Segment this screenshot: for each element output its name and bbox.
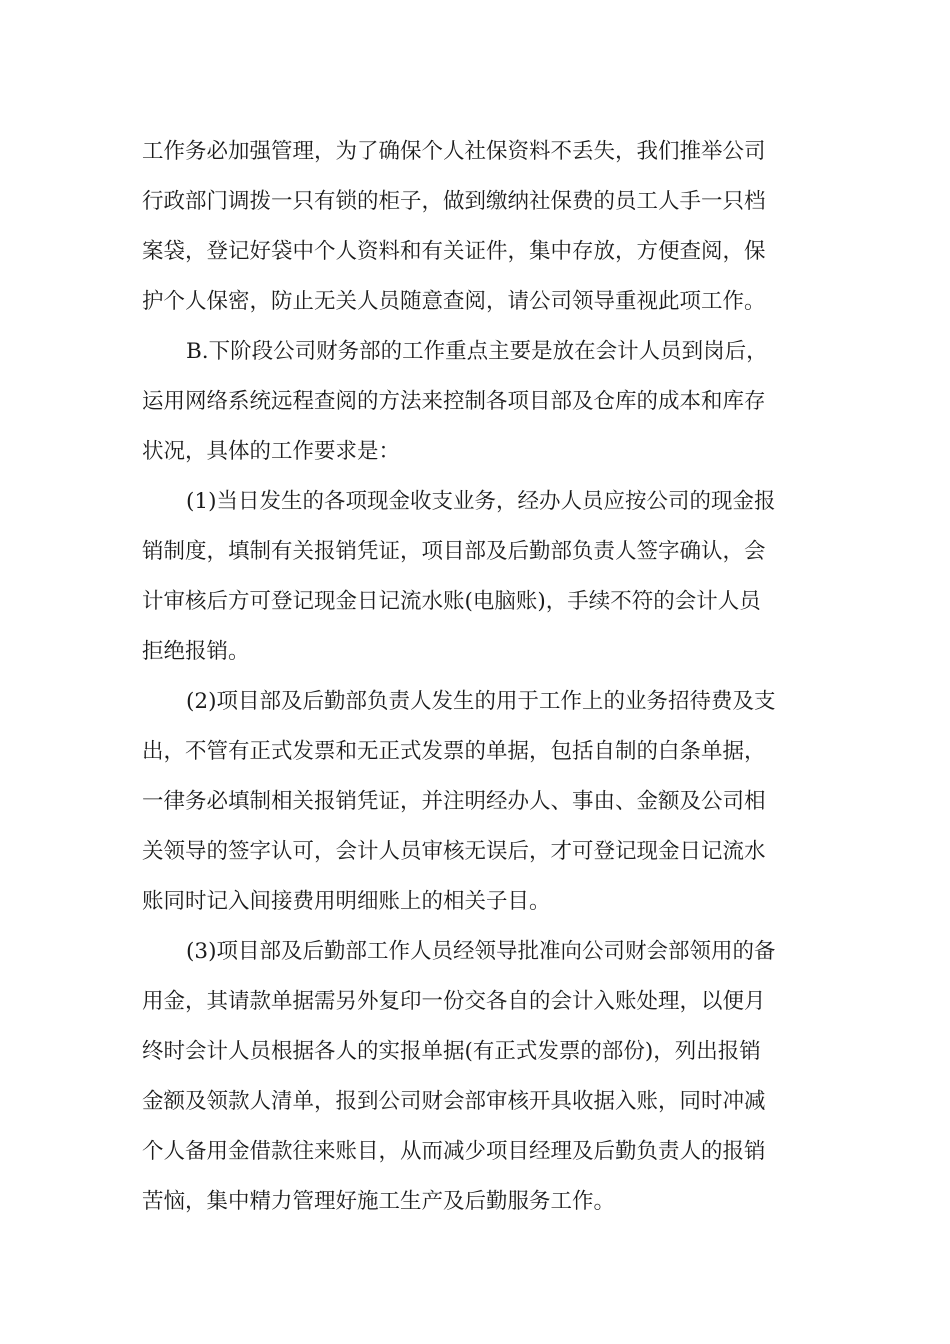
text-line: 终时会计人员根据各人的实报单据(有正式发票的部份)，列出报销 [142, 1039, 761, 1064]
text-line: 工作务必加强管理，为了确保个人社保资料不丢失，我们推举公司 [142, 139, 766, 164]
text-line: 金额及领款人清单，报到公司财会部审核开具收据入账，同时冲减 [142, 1089, 766, 1114]
text-line: 案袋，登记好袋中个人资料和有关证件，集中存放，方便查阅，保 [142, 239, 766, 264]
text-line: 一律务必填制相关报销凭证，并注明经办人、事由、金额及公司相 [142, 789, 766, 814]
text-line: 销制度，填制有关报销凭证，项目部及后勤部负责人签字确认，会 [142, 539, 766, 564]
text-line: 苦恼，集中精力管理好施工生产及后勤服务工作。 [142, 1189, 616, 1214]
text-line: 运用网络系统远程查阅的方法来控制各项目部及仓库的成本和库存 [142, 389, 766, 414]
text-line: 个人备用金借款往来账目，从而减少项目经理及后勤负责人的报销 [142, 1139, 766, 1164]
item-3-start: (3)项目部及后勤部工作人员经领导批准向公司财会部领用的备 [186, 939, 776, 964]
text-line: 拒绝报销。 [142, 639, 250, 664]
item-2-start: (2)项目部及后勤部负责人发生的用于工作上的业务招待费及支 [186, 689, 776, 714]
text-line: 出，不管有正式发票和无正式发票的单据，包括自制的白条单据， [142, 739, 766, 764]
text-line: 行政部门调拨一只有锁的柜子，做到缴纳社保费的员工人手一只档 [142, 189, 766, 214]
text-line: 计审核后方可登记现金日记流水账(电脑账)，手续不符的会计人员 [142, 589, 761, 614]
text-line: 护个人保密，防止无关人员随意查阅，请公司领导重视此项工作。 [142, 289, 766, 314]
text-line: 状况，具体的工作要求是： [142, 439, 401, 464]
item-1-start: (1)当日发生的各项现金收支业务，经办人员应按公司的现金报 [186, 489, 776, 514]
text-line: 关领导的签字认可，会计人员审核无误后，才可登记现金日记流水 [142, 839, 766, 864]
text-line: 用金，其请款单据需另外复印一份交各自的会计入账处理，以便月 [142, 989, 766, 1014]
paragraph-b-start: B.下阶段公司财务部的工作重点主要是放在会计人员到岗后， [186, 339, 768, 364]
text-line: 账同时记入间接费用明细账上的相关子目。 [142, 889, 551, 914]
